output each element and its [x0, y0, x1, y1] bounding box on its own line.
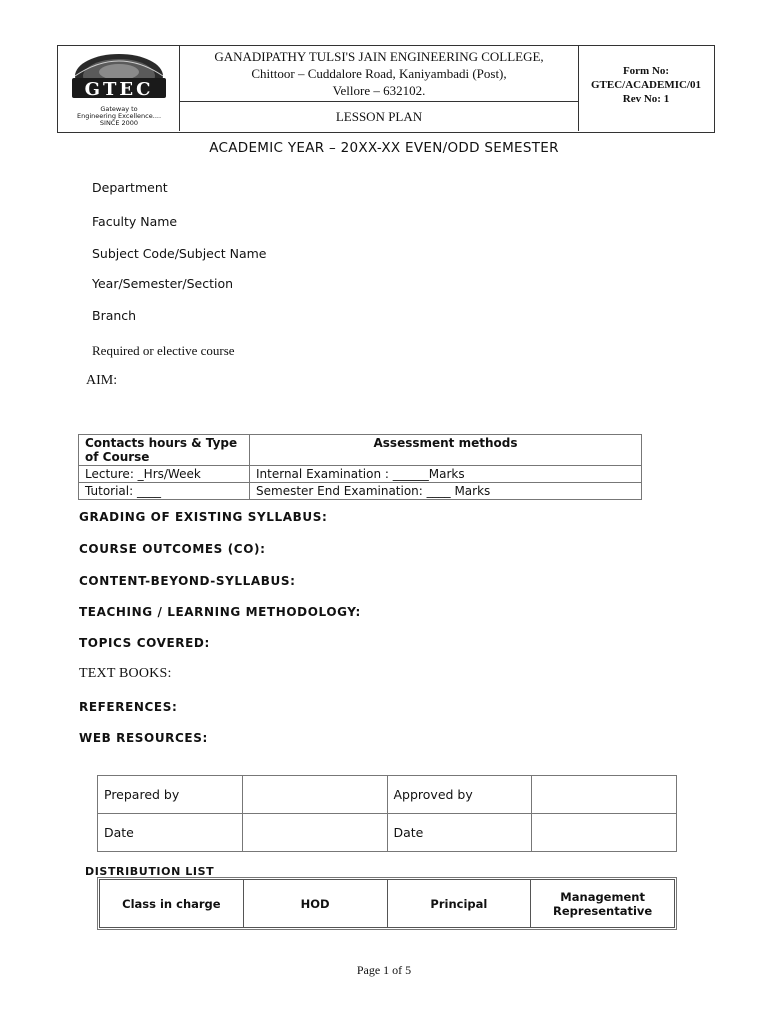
logo-text: GTEC [84, 79, 154, 100]
semester-exam-cell: Semester End Examination: ____ Marks [250, 483, 642, 500]
principal-cell: Principal [387, 880, 531, 928]
college-city: Vellore – 632102. [332, 83, 426, 98]
methodology-heading: TEACHING / LEARNING METHODOLOGY: [79, 605, 361, 619]
logo-cell [58, 46, 180, 131]
logo-tagline-line: Gateway to [100, 105, 138, 113]
table-row [98, 814, 677, 852]
page-number: Page 1 of 5 [356, 963, 412, 977]
document-header [57, 45, 715, 133]
distribution-list-label: DISTRIBUTION LIST [85, 865, 215, 878]
college-name-cell [180, 46, 578, 102]
prepared-by-label: Prepared by [98, 776, 243, 814]
class-in-charge-cell: Class in charge [100, 880, 244, 928]
table-row [79, 483, 642, 500]
form-no-value: GTEC/ACADEMIC/01 [590, 79, 701, 91]
date-field [242, 814, 387, 852]
content-beyond-heading: CONTENT-BEYOND-SYLLABUS: [79, 574, 296, 588]
faculty-name-label: Faculty Name [92, 214, 178, 229]
hod-cell: HOD [243, 880, 387, 928]
form-no-label: Form No: [622, 65, 670, 77]
assessment-table [78, 434, 642, 500]
topics-covered-heading: TOPICS COVERED: [79, 636, 210, 650]
tutorial-cell: Tutorial: ____ [79, 483, 250, 500]
form-number-cell [578, 46, 713, 131]
management-representative-cell: Management Representative [531, 880, 675, 928]
distribution-table [99, 879, 675, 928]
lecture-hours-cell: Lecture: _Hrs/Week [79, 466, 250, 483]
grading-heading: GRADING OF EXISTING SYLLABUS: [79, 510, 328, 524]
department-label: Department [92, 180, 168, 195]
college-logo [66, 52, 172, 102]
subject-label: Subject Code/Subject Name [92, 246, 267, 261]
year-semester-label: Year/Semester/Section [92, 276, 234, 291]
table-row [79, 435, 642, 466]
branch-label: Branch [92, 308, 137, 323]
academic-year-title: ACADEMIC YEAR – 20XX-XX EVEN/ODD SEMESTER [209, 140, 559, 156]
logo-tagline-line: Engineering Excellence.... [76, 112, 162, 120]
signoff-table [97, 775, 677, 852]
date-field [532, 814, 677, 852]
internal-exam-cell: Internal Examination : ______Marks [250, 466, 642, 483]
course-type-label: Required or elective course [92, 343, 235, 358]
approved-by-label: Approved by [387, 776, 532, 814]
prepared-by-field [242, 776, 387, 814]
lesson-plan-title: LESSON PLAN [335, 109, 423, 124]
table-row [100, 880, 675, 928]
contact-hours-header: Contacts hours & Type of Course [79, 435, 250, 466]
course-outcomes-heading: COURSE OUTCOMES (CO): [79, 542, 266, 556]
rev-no: Rev No: 1 [622, 93, 670, 105]
date-label: Date [98, 814, 243, 852]
date-label: Date [387, 814, 532, 852]
logo-tagline-line: SINCE 2000 [99, 119, 139, 127]
text-books-heading: TEXT BOOKS: [79, 666, 172, 681]
web-resources-heading: WEB RESOURCES: [79, 731, 208, 745]
college-name: GANADIPATHY TULSI'S JAIN ENGINEERING COLLEGE, [214, 49, 544, 64]
table-row [98, 776, 677, 814]
logo-tagline [60, 106, 178, 127]
assessment-methods-header: Assessment methods [250, 435, 642, 466]
references-heading: REFERENCES: [79, 700, 178, 714]
approved-by-field [532, 776, 677, 814]
college-address: Chittoor – Cuddalore Road, Kaniyambadi (Post), [251, 66, 507, 81]
table-row [79, 466, 642, 483]
aim-heading: AIM: [86, 373, 118, 388]
